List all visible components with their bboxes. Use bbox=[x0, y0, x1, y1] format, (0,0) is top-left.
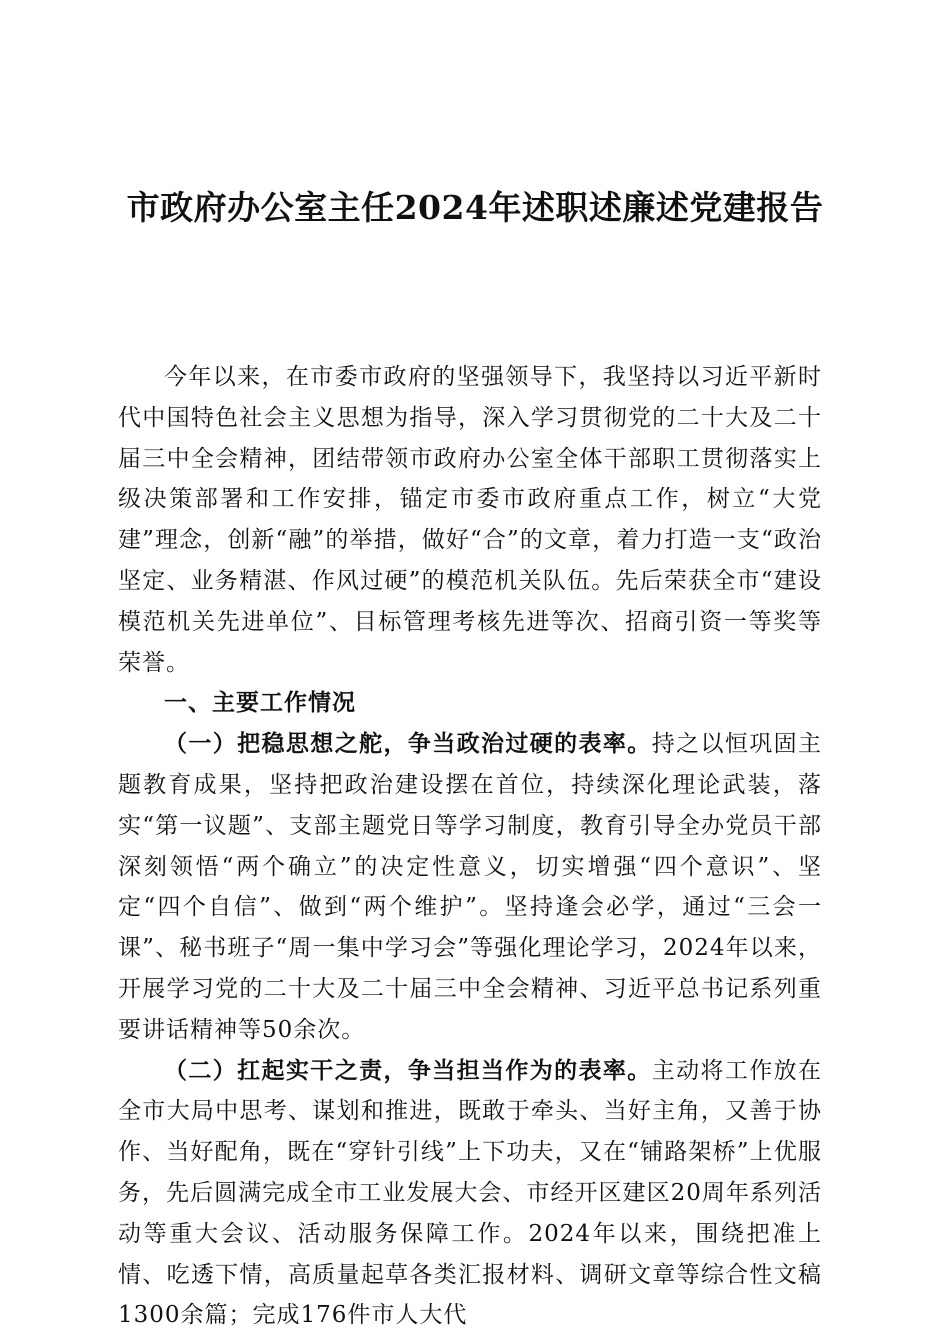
document-title: 市政府办公室主任2024年述职述廉述党建报告 bbox=[126, 188, 824, 227]
intro-paragraph: 今年以来，在市委市政府的坚强领导下，我坚持以习近平新时代中国特色社会主义思想为指导，深入学习贯彻党的二十大及二十届三中全会精神，团结带领市政府办公室全体干部职工贯彻落实上级决策部署和工作安排，锚定市委市政府重点工作，树立“大党建”理念，创新“融”的举措，做好“合”的文章，着力打造一支“政治坚定、业务精湛、作风过硬”的模范机关队伍。先后荣获全市“建设模范机关先进单位”、目标管理考核先进等次、招商引资一等奖等荣誉。 bbox=[118, 364, 822, 676]
item-paragraph-1 bbox=[118, 724, 822, 1050]
item-2-lead: （二）扛起实干之责，争当担当作为的表率。 bbox=[164, 1056, 652, 1084]
document-body bbox=[118, 357, 822, 1336]
item-1-text: 持之以恒巩固主题教育成果，坚持把政治建设摆在首位，持续深化理论武装，落实“第一议题”、支部主题党日等学习制度，教育引导全办党员干部深刻领悟“两个确立”的决定性意义，切实增强“四个意识”、坚定“四个自信”、做到“两个维护”。坚持逢会必学，通过“三会一课”、秘书班子“周一集中学习会”等强化理论学习，2024年以来，开展学习党的二十大及二十届三中全会精神、习近平总书记系列重要讲话精神等50余次。 bbox=[118, 731, 823, 1043]
item-1-lead: （一）把稳思想之舵，争当政治过硬的表率。 bbox=[164, 730, 652, 758]
item-2-text: 主动将工作放在全市大局中思考、谋划和推进，既敢于牵头、当好主角，又善于协作、当好配角，既在“穿针引线”上下功夫，又在“铺路架桥”上优服务，先后圆满完成全市工业发展大会、市经开区建区20周年系列活动等重大会议、活动服务保障工作。2024年以来，围绕把准上情、吃透下情，高质量起草各类汇报材料、调研文章等综合性文稿1300余篇；完成176件市人大代 bbox=[118, 1057, 823, 1329]
item-paragraph-2 bbox=[118, 1051, 822, 1337]
section-heading-main-work: 一、主要工作情况 bbox=[164, 690, 356, 717]
